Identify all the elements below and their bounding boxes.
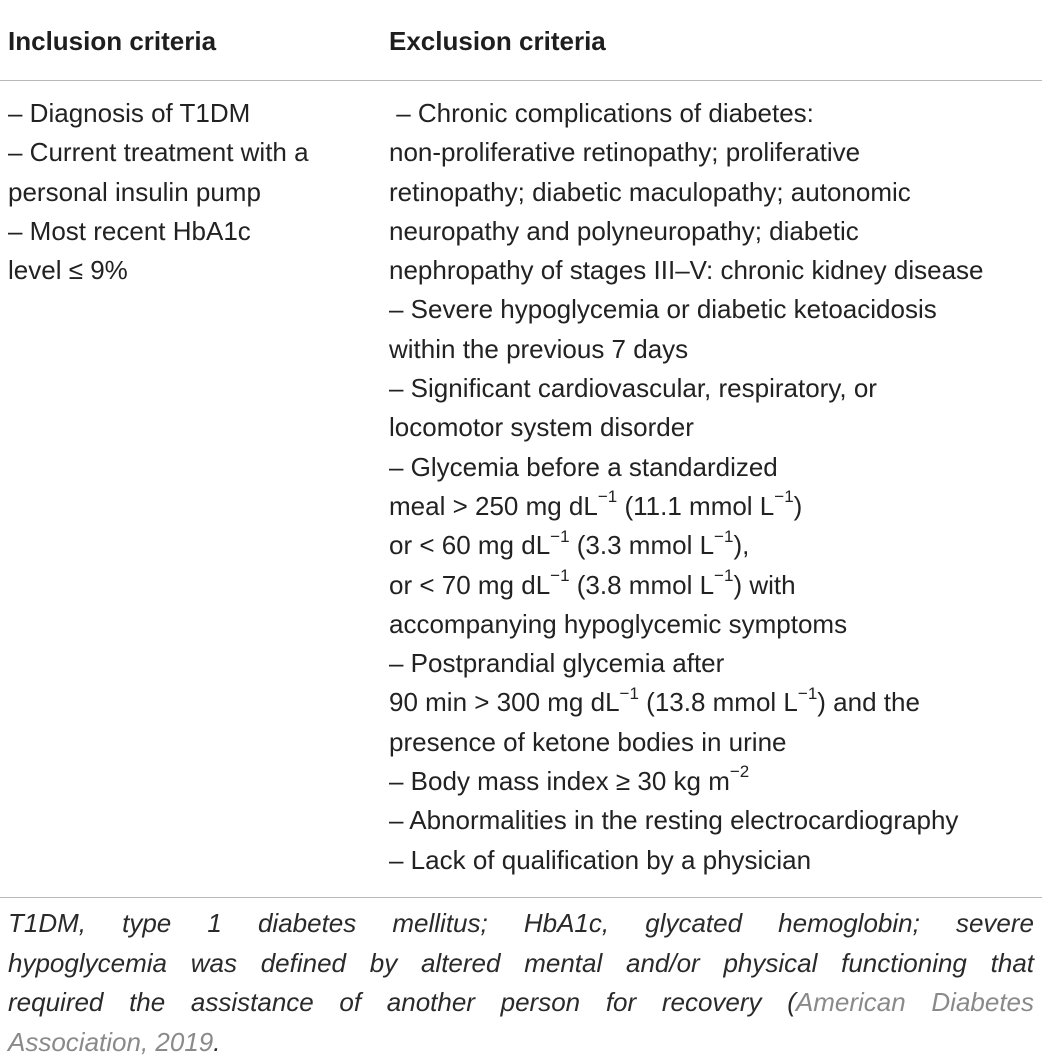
inclusion-criteria-header: Inclusion criteria [8,24,216,58]
footnote-text: . [213,1027,220,1057]
exclusion-criteria-header: Exclusion criteria [389,24,606,58]
exclusion-line: locomotor system disorder [389,408,1039,447]
exclusion-line: within the previous 7 days [389,330,1039,369]
exclusion-line: nephropathy of stages III–V: chronic kidney disease [389,251,1039,290]
line-text: meal > 250 mg dL [389,491,598,521]
line-text: (3.3 mmol L [570,530,715,560]
exclusion-line [389,566,1039,605]
exclusion-line [389,526,1039,565]
exclusion-line: – Significant cardiovascular, respiratory, or [389,369,1039,408]
exclusion-line: non-proliferative retinopathy; proliferative [389,133,1039,172]
line-text: ) with [733,570,795,600]
table-footnote [8,904,1034,1062]
inclusion-criteria-cell [8,94,368,290]
line-text: – Body mass index ≥ 30 kg m [389,766,730,796]
line-text: ) and the [817,687,920,717]
exclusion-line: – Severe hypoglycemia or diabetic ketoacidosis [389,290,1039,329]
line-text: (3.8 mmol L [570,570,715,600]
line-text: (13.8 mmol L [639,687,798,717]
inclusion-line: – Diagnosis of T1DM [8,94,368,133]
inclusion-line: – Current treatment with a [8,133,368,172]
superscript: −1 [598,487,617,506]
exclusion-line: retinopathy; diabetic maculopathy; autonomic [389,173,1039,212]
exclusion-line: – Glycemia before a standardized [389,448,1039,487]
exclusion-line [389,683,1039,722]
line-text: ), [733,530,749,560]
exclusion-line: – Abnormalities in the resting electrocardiography [389,801,1039,840]
inclusion-line: level ≤ 9% [8,251,368,290]
footnote-line: hypoglycemia was defined by altered mental and/or physical functioning that [8,944,1034,984]
superscript: −1 [798,684,817,703]
line-text: 90 min > 300 mg dL [389,687,620,717]
footnote-text: required the assistance of another person for recovery ( [8,987,796,1017]
footnote-line: T1DM, type 1 diabetes mellitus; HbA1c, glycated hemoglobin; severe [8,904,1034,944]
reference-link[interactable]: Association, 2019 [8,1027,213,1057]
table-header-row [0,0,1042,81]
exclusion-line [389,762,1039,801]
exclusion-line: – Lack of qualification by a physician [389,841,1039,880]
line-text: (11.1 mmol L [617,491,774,521]
exclusion-line: – Chronic complications of diabetes: [389,94,1039,133]
exclusion-criteria-cell [389,94,1039,880]
line-text: or < 60 mg dL [389,530,550,560]
inclusion-line: – Most recent HbA1c [8,212,368,251]
exclusion-line: neuropathy and polyneuropathy; diabetic [389,212,1039,251]
superscript: −1 [620,684,639,703]
exclusion-line: presence of ketone bodies in urine [389,723,1039,762]
superscript: −1 [550,566,569,585]
footnote-line [8,983,1034,1023]
exclusion-line [389,487,1039,526]
superscript: −1 [774,487,793,506]
superscript: −1 [714,566,733,585]
line-text: ) [794,491,803,521]
superscript: −1 [550,527,569,546]
reference-link[interactable]: American Diabetes [796,987,1034,1017]
inclusion-line: personal insulin pump [8,173,368,212]
superscript: −2 [730,762,749,781]
superscript: −1 [714,527,733,546]
exclusion-line: accompanying hypoglycemic symptoms [389,605,1039,644]
line-text: or < 70 mg dL [389,570,550,600]
exclusion-line: – Postprandial glycemia after [389,644,1039,683]
footnote-line [8,1023,1034,1062]
